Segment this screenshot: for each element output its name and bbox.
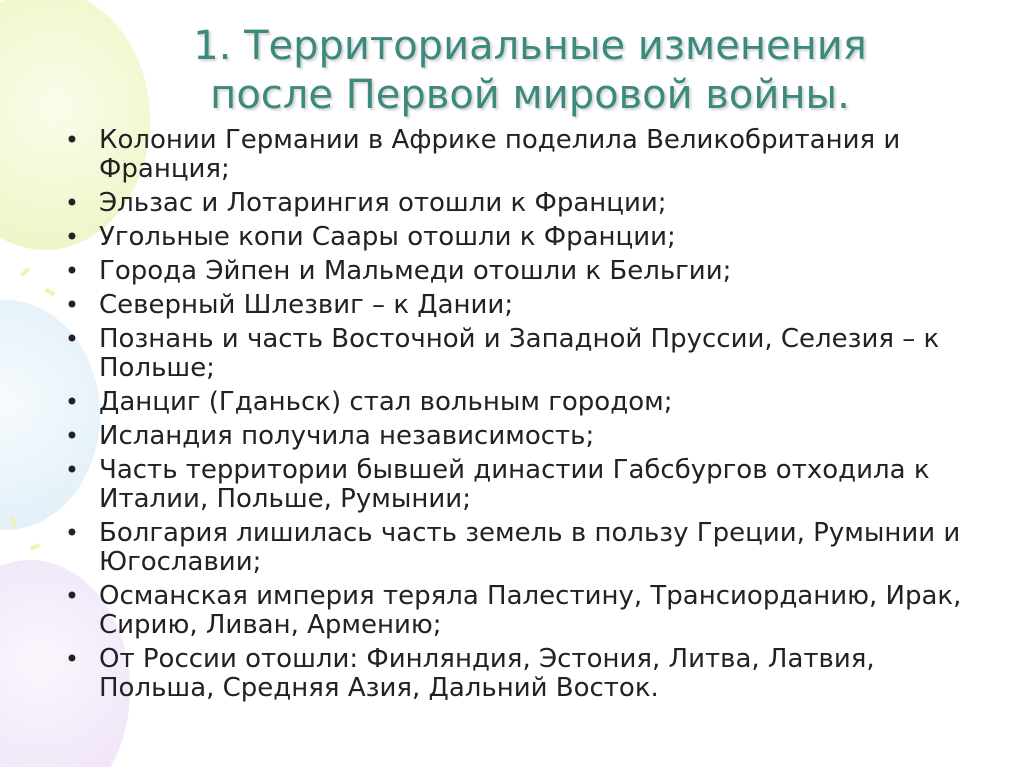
list-item-text: Познань и часть Восточной и Западной Пруссии, Селезия – к Польше;	[99, 324, 940, 383]
bullet-icon: •	[64, 126, 80, 154]
bullet-icon: •	[64, 257, 80, 285]
slide-title-line-2: после Первой мировой войны.	[210, 72, 850, 118]
bullet-list	[62, 126, 992, 708]
list-item	[62, 519, 992, 577]
confetti-decoration	[20, 267, 30, 276]
bullet-icon: •	[64, 388, 80, 416]
list-item	[62, 582, 992, 640]
bullet-icon: •	[64, 325, 80, 353]
list-item	[62, 126, 992, 184]
bullet-icon: •	[64, 456, 80, 484]
list-item-text: Часть территории бывшей династии Габсбургов отходила к Италии, Польше, Румынии;	[99, 455, 930, 514]
list-item	[62, 257, 992, 286]
bullet-icon: •	[64, 422, 80, 450]
list-item-text: От России отошли: Финляндия, Эстония, Литва, Латвия, Польша, Средняя Азия, Дальний Восток.	[99, 644, 875, 703]
list-item-text: Исландия получила независимость;	[99, 421, 595, 451]
bullet-icon: •	[64, 582, 80, 610]
list-item-text: Северный Шлезвиг – к Дании;	[99, 290, 514, 320]
bullet-icon: •	[64, 519, 80, 547]
bullet-icon: •	[64, 291, 80, 319]
bullet-icon: •	[64, 645, 80, 673]
list-item-text: Османская империя теряла Палестину, Трансиорданию, Ирак, Сирию, Ливан, Армению;	[99, 581, 962, 640]
slide-title	[80, 22, 980, 120]
bullet-icon: •	[64, 189, 80, 217]
list-item-text: Эльзас и Лотарингия отошли к Франции;	[99, 188, 667, 218]
list-item-text: Колонии Германии в Африке поделила Великобритания и Франция;	[99, 125, 901, 184]
list-item	[62, 422, 992, 451]
bullet-icon: •	[64, 223, 80, 251]
list-item-text: Данциг (Гданьск) стал вольным городом;	[99, 387, 673, 417]
list-item	[62, 189, 992, 218]
slide-title-line-1: 1. Территориальные изменения	[193, 23, 867, 69]
confetti-decoration	[45, 288, 56, 296]
list-item	[62, 388, 992, 417]
list-item-text: Угольные копи Саары отошли к Франции;	[99, 222, 676, 252]
list-item	[62, 325, 992, 383]
confetti-decoration	[30, 543, 41, 550]
list-item	[62, 291, 992, 320]
list-item	[62, 223, 992, 252]
list-item	[62, 645, 992, 703]
list-item-text: Болгария лишилась часть земель в пользу Греции, Румынии и Югославии;	[99, 518, 961, 577]
list-item-text: Города Эйпен и Мальмеди отошли к Бельгии;	[99, 256, 732, 286]
list-item	[62, 456, 992, 514]
